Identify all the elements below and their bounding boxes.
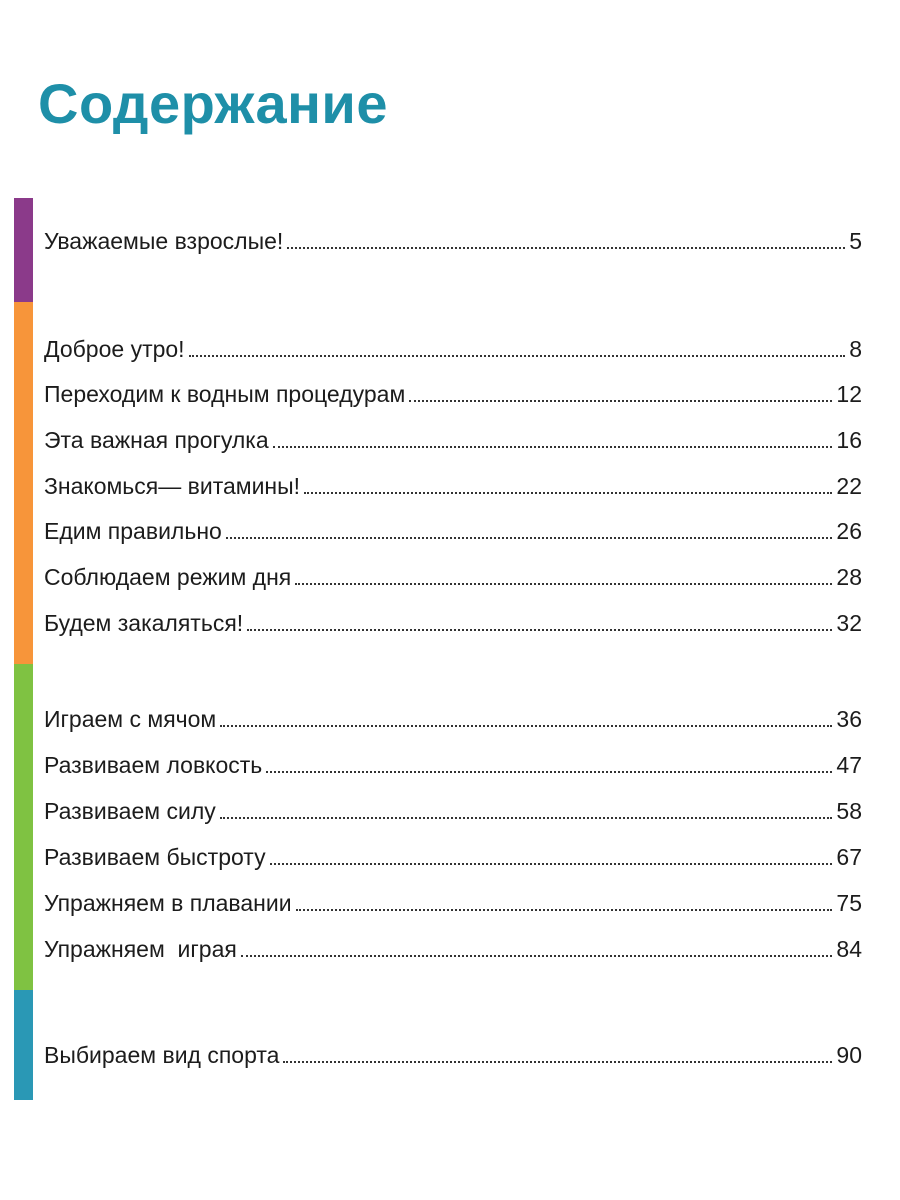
toc-entry-page: 28 bbox=[836, 564, 862, 590]
section-color-bar-sport bbox=[14, 990, 33, 1100]
toc-entry-page: 32 bbox=[836, 610, 862, 636]
toc-entry-page: 67 bbox=[836, 844, 862, 870]
section-color-bar-exercise bbox=[14, 664, 33, 990]
toc-entry-title: Упражняем играя bbox=[44, 936, 237, 962]
toc-entry-page: 36 bbox=[836, 706, 862, 732]
toc-entry-title: Едим правильно bbox=[44, 518, 222, 544]
toc-entry[interactable] bbox=[44, 558, 862, 592]
toc-entry-page: 26 bbox=[836, 518, 862, 544]
toc-entry[interactable] bbox=[44, 604, 862, 638]
toc-entry[interactable] bbox=[44, 792, 862, 826]
toc-entry[interactable] bbox=[44, 746, 862, 780]
toc-leader-dots bbox=[270, 863, 833, 865]
toc-entry-title: Уважаемые взрослые! bbox=[44, 228, 284, 254]
toc-entry-title: Знакомься— витамины! bbox=[44, 473, 301, 499]
toc-leader-dots bbox=[220, 725, 832, 727]
toc-leader-dots bbox=[296, 909, 833, 911]
toc-leader-dots bbox=[189, 355, 846, 357]
toc-entry-title: Выбираем вид спорта bbox=[44, 1042, 280, 1068]
toc-entry-page: 8 bbox=[849, 336, 862, 362]
toc-leader-dots bbox=[266, 771, 832, 773]
toc-leader-dots bbox=[287, 247, 845, 249]
toc-entry[interactable] bbox=[44, 375, 862, 409]
toc-leader-dots bbox=[273, 446, 833, 448]
toc-entry-title: Доброе утро! bbox=[44, 336, 185, 362]
toc-entry[interactable] bbox=[44, 838, 862, 872]
toc-entry-page: 5 bbox=[849, 228, 862, 254]
toc-entry[interactable] bbox=[44, 512, 862, 546]
toc-entry-title: Развиваем быстроту bbox=[44, 844, 266, 870]
toc-entry-title: Играем с мячом bbox=[44, 706, 217, 732]
toc-entry-title: Развиваем ловкость bbox=[44, 752, 263, 778]
section-color-bar-health bbox=[14, 302, 33, 664]
toc-entry[interactable] bbox=[44, 330, 862, 364]
toc-leader-dots bbox=[226, 537, 833, 539]
toc-entry[interactable] bbox=[44, 884, 862, 918]
toc-entry-page: 90 bbox=[836, 1042, 862, 1068]
toc-entry-title: Упражняем в плавании bbox=[44, 890, 292, 916]
toc-entry-title: Эта важная прогулка bbox=[44, 427, 269, 453]
toc-entry-page: 12 bbox=[836, 381, 862, 407]
toc-leader-dots bbox=[295, 583, 832, 585]
toc-entry-title: Развиваем силу bbox=[44, 798, 216, 824]
toc-entry-title: Переходим к водным процедурам bbox=[44, 381, 406, 407]
toc-leader-dots bbox=[409, 400, 832, 402]
page-title: Содержание bbox=[38, 72, 388, 135]
toc-entry-page: 75 bbox=[836, 890, 862, 916]
toc-entry-page: 16 bbox=[836, 427, 862, 453]
toc-leader-dots bbox=[304, 492, 832, 494]
toc-entry[interactable] bbox=[44, 1036, 862, 1070]
toc-entry-page: 22 bbox=[836, 473, 862, 499]
section-color-bar-intro bbox=[14, 198, 33, 302]
toc-entry[interactable] bbox=[44, 222, 862, 256]
toc-leader-dots bbox=[241, 955, 833, 957]
toc-entry-page: 84 bbox=[836, 936, 862, 962]
toc-entry[interactable] bbox=[44, 421, 862, 455]
toc-entry-page: 58 bbox=[836, 798, 862, 824]
toc-entry[interactable] bbox=[44, 930, 862, 964]
toc-leader-dots bbox=[247, 629, 832, 631]
toc-entry[interactable] bbox=[44, 700, 862, 734]
toc-entry[interactable] bbox=[44, 467, 862, 501]
toc-entry-title: Будем закаляться! bbox=[44, 610, 244, 636]
toc-entry-page: 47 bbox=[836, 752, 862, 778]
toc-entry-title: Соблюдаем режим дня bbox=[44, 564, 292, 590]
toc-leader-dots bbox=[220, 817, 833, 819]
toc-leader-dots bbox=[283, 1061, 832, 1063]
